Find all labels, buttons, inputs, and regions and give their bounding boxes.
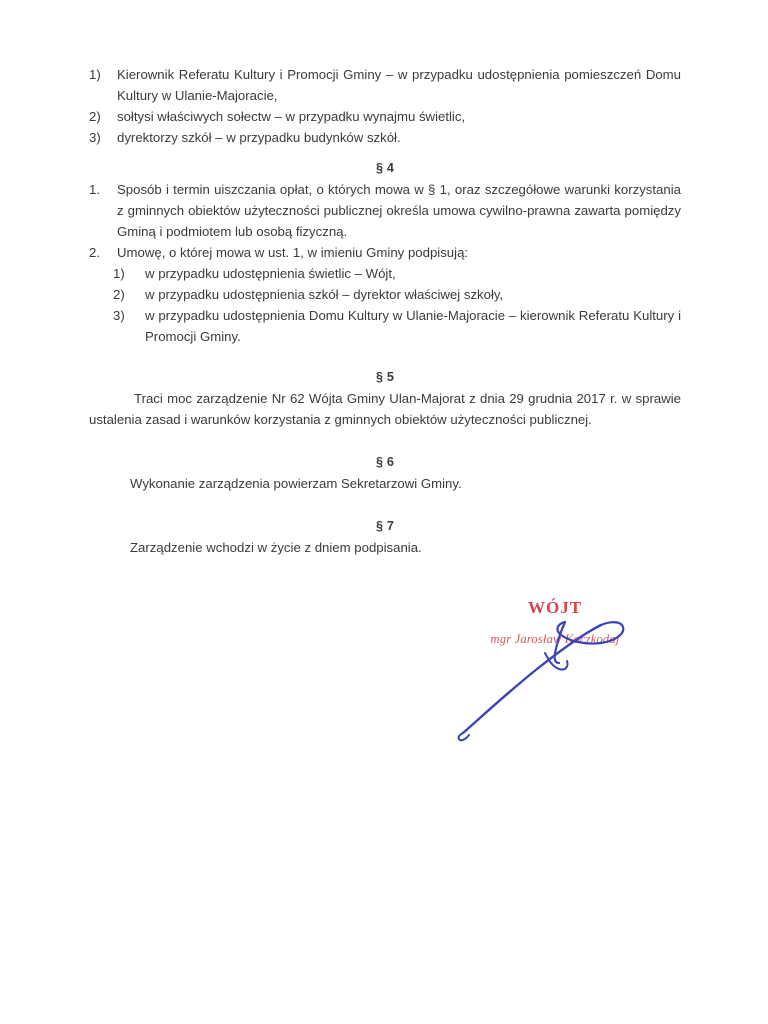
list-item-text: Kierownik Referatu Kultury i Promocji Gminy – w przypadku udostępnienia pomieszczeń Domu Kultury w Ulanie-Majoracie, xyxy=(117,67,681,103)
signature-block xyxy=(455,598,655,748)
list-section-4 xyxy=(89,179,681,263)
list-item xyxy=(89,64,681,106)
list-item-text: w przypadku udostępnienia Domu Kultury w Ulanie-Majoracie – kierownik Referatu Kultury i Promocji Gminy. xyxy=(145,308,681,344)
section-heading-6: § 6 xyxy=(375,455,395,469)
list-marker: 2. xyxy=(89,245,100,260)
list-item xyxy=(89,127,681,148)
list-item-text: w przypadku udostępnienia świetlic – Wójt, xyxy=(145,266,396,281)
section-heading-4: § 4 xyxy=(375,161,395,175)
document-body xyxy=(89,64,681,558)
list-top xyxy=(89,64,681,148)
section-7-paragraph: Zarządzenie wchodzi w życie z dniem podpisania. xyxy=(130,540,422,555)
spacer xyxy=(89,494,681,516)
list-item-text: Umowę, o której mowa w ust. 1, w imieniu Gminy podpisują: xyxy=(117,245,469,260)
list-item-text: dyrektorzy szkół – w przypadku budynków szkół. xyxy=(117,130,401,145)
list-marker: 1) xyxy=(89,67,101,82)
list-item-text: Sposób i termin uiszczania opłat, o których mowa w § 1, oraz szczegółowe warunki korzystania z gminnych obiektów użyteczności publicznej określa umowa cywilno-prawna zawarta pomiędzy Gminą i podmiotem lub osobą fizyczną. xyxy=(117,182,681,239)
list-item xyxy=(113,284,681,305)
list-item xyxy=(89,242,681,263)
section-heading-5: § 5 xyxy=(375,370,395,384)
list-marker: 2) xyxy=(113,287,125,302)
official-stamp xyxy=(455,598,655,648)
list-marker: 2) xyxy=(89,109,101,124)
list-item-text: sołtysi właściwych sołectw – w przypadku wynajmu świetlic, xyxy=(117,109,466,124)
spacer xyxy=(89,148,681,158)
spacer xyxy=(89,430,681,452)
list-item xyxy=(113,305,681,347)
list-item xyxy=(89,106,681,127)
list-marker: 1) xyxy=(113,266,125,281)
list-item-text: w przypadku udostępnienia szkół – dyrektor właściwej szkoły, xyxy=(145,287,504,302)
stamp-title: WÓJT xyxy=(527,598,583,617)
section-6-paragraph: Wykonanie zarządzenia powierzam Sekretarzowi Gminy. xyxy=(130,476,462,491)
list-marker: 1. xyxy=(89,182,100,197)
sublist-section-4 xyxy=(113,263,681,347)
list-item xyxy=(89,179,681,242)
list-marker: 3) xyxy=(89,130,101,145)
spacer xyxy=(89,347,681,367)
section-heading-7: § 7 xyxy=(375,519,395,533)
list-item xyxy=(113,263,681,284)
section-5-paragraph: Traci moc zarządzenie Nr 62 Wójta Gminy Ulan-Majorat z dnia 29 grudnia 2017 r. w sprawie ustalenia zasad i warunków korzystania z gminnych obiektów użyteczności publicznej. xyxy=(89,391,681,427)
list-marker: 3) xyxy=(113,308,125,323)
stamp-name: mgr Jarosław Koczkodaj xyxy=(490,632,620,646)
